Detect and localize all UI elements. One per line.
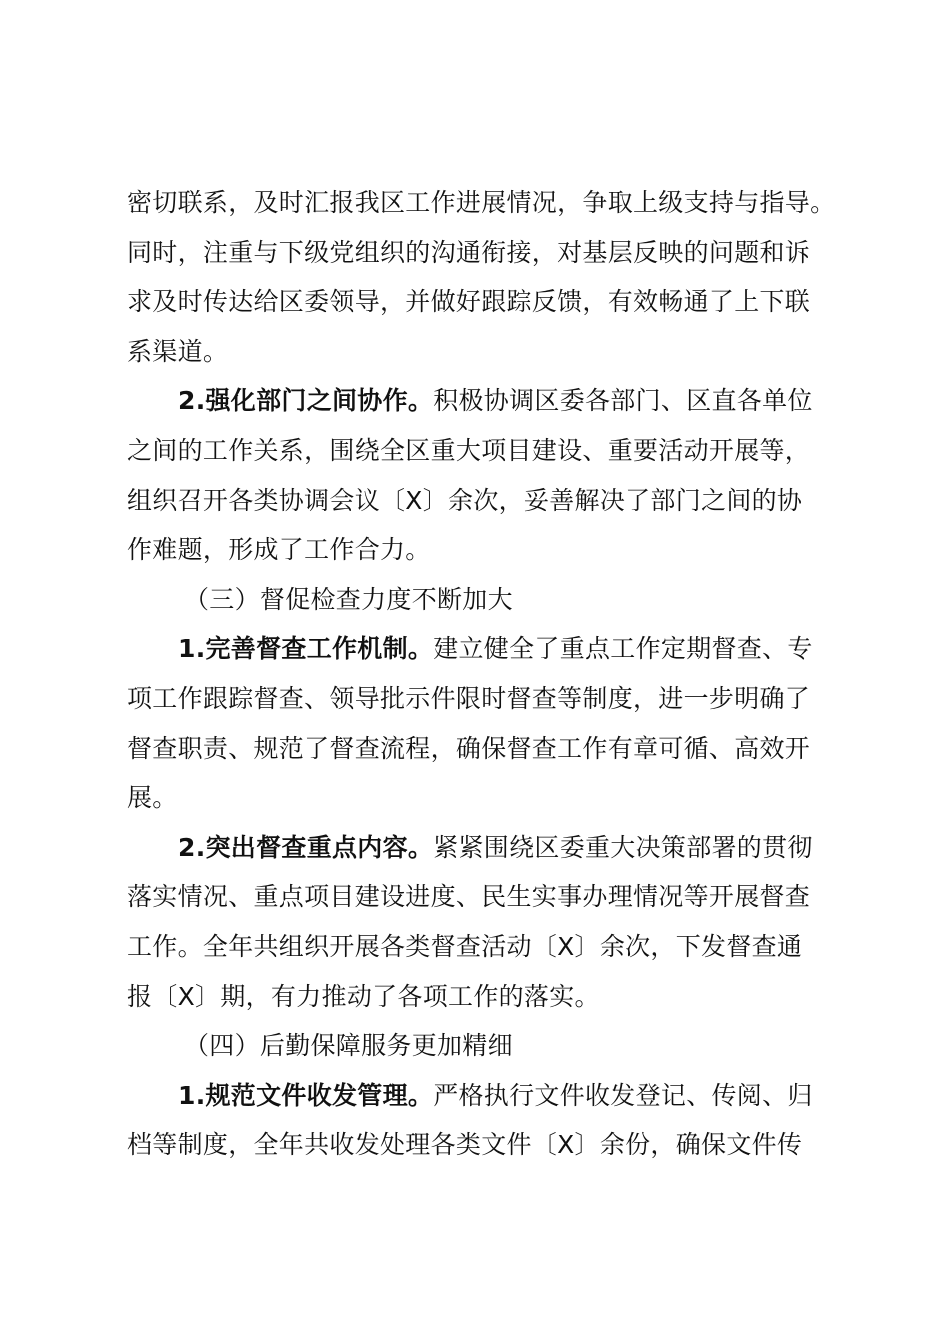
- line-text: 密切联系，及时汇报我区工作进展情况，争取上级支持与指导。: [127, 188, 836, 217]
- paragraph-start-line: [127, 823, 833, 873]
- line-text: 紧紧围绕区委重大决策部署的贯彻: [433, 832, 813, 862]
- line-text: 项工作跟踪督查、领导批示件限时督查等制度，进一步明确了: [127, 683, 811, 713]
- text-line: [127, 922, 833, 972]
- paragraph-start-line: [127, 1071, 833, 1121]
- line-text: 积极协调区委各部门、区直各单位: [433, 386, 813, 416]
- paragraph-heading: 2.突出督查重点内容。: [178, 832, 434, 862]
- line-text: 系渠道。: [127, 336, 229, 366]
- text-line: [127, 525, 833, 575]
- line-text: 工作。全年共组织开展各类督查活动〔X〕余次，下发督查通: [127, 931, 803, 961]
- section-heading-text: （三）督促检查力度不断加大: [184, 584, 513, 614]
- text-line: [127, 724, 833, 774]
- section-heading: [127, 1021, 833, 1071]
- line-text: 报〔X〕期，有力推动了各项工作的落实。: [127, 981, 600, 1011]
- paragraph-start-line: [127, 624, 833, 674]
- text-line: [127, 773, 833, 823]
- text-line: [127, 1120, 833, 1170]
- text-line: [127, 228, 833, 278]
- text-line: [127, 674, 833, 724]
- line-text: 展。: [127, 783, 178, 813]
- paragraph-heading: 1.完善督查工作机制。: [178, 634, 434, 664]
- line-text: 求及时传达给区委领导，并做好跟踪反馈，有效畅通了上下联: [127, 287, 811, 317]
- text-line: [127, 476, 833, 526]
- text-line: [127, 277, 833, 327]
- line-text: 作难题，形成了工作合力。: [127, 535, 431, 565]
- line-text: 督查职责、规范了督查流程，确保督查工作有章可循、高效开: [127, 733, 811, 763]
- paragraph-start-line: [127, 376, 833, 426]
- line-text: 之间的工作关系，围绕全区重大项目建设、重要活动开展等，: [127, 435, 811, 465]
- line-text: 同时，注重与下级党组织的沟通衔接，对基层反映的问题和诉: [127, 237, 811, 267]
- line-text: 严格执行文件收发登记、传阅、归: [433, 1080, 813, 1110]
- line-text: 档等制度，全年共收发处理各类文件〔X〕余份，确保文件传: [127, 1130, 803, 1160]
- line-text: 组织召开各类协调会议〔X〕余次，妥善解决了部门之间的协: [127, 485, 803, 515]
- document-body: [127, 178, 836, 1170]
- text-line: [127, 327, 833, 377]
- text-line: [127, 426, 833, 476]
- paragraph-heading: 2.强化部门之间协作。: [178, 386, 434, 416]
- line-text: 建立健全了重点工作定期督查、专: [433, 634, 813, 664]
- section-heading: [127, 575, 833, 625]
- section-heading-text: （四）后勤保障服务更加精细: [184, 1031, 513, 1061]
- text-line: [127, 872, 833, 922]
- text-line: [127, 972, 833, 1022]
- text-line: [127, 178, 836, 228]
- line-text: 落实情况、重点项目建设进度、民生实事办理情况等开展督查: [127, 882, 811, 912]
- paragraph-heading: 1.规范文件收发管理。: [178, 1080, 434, 1110]
